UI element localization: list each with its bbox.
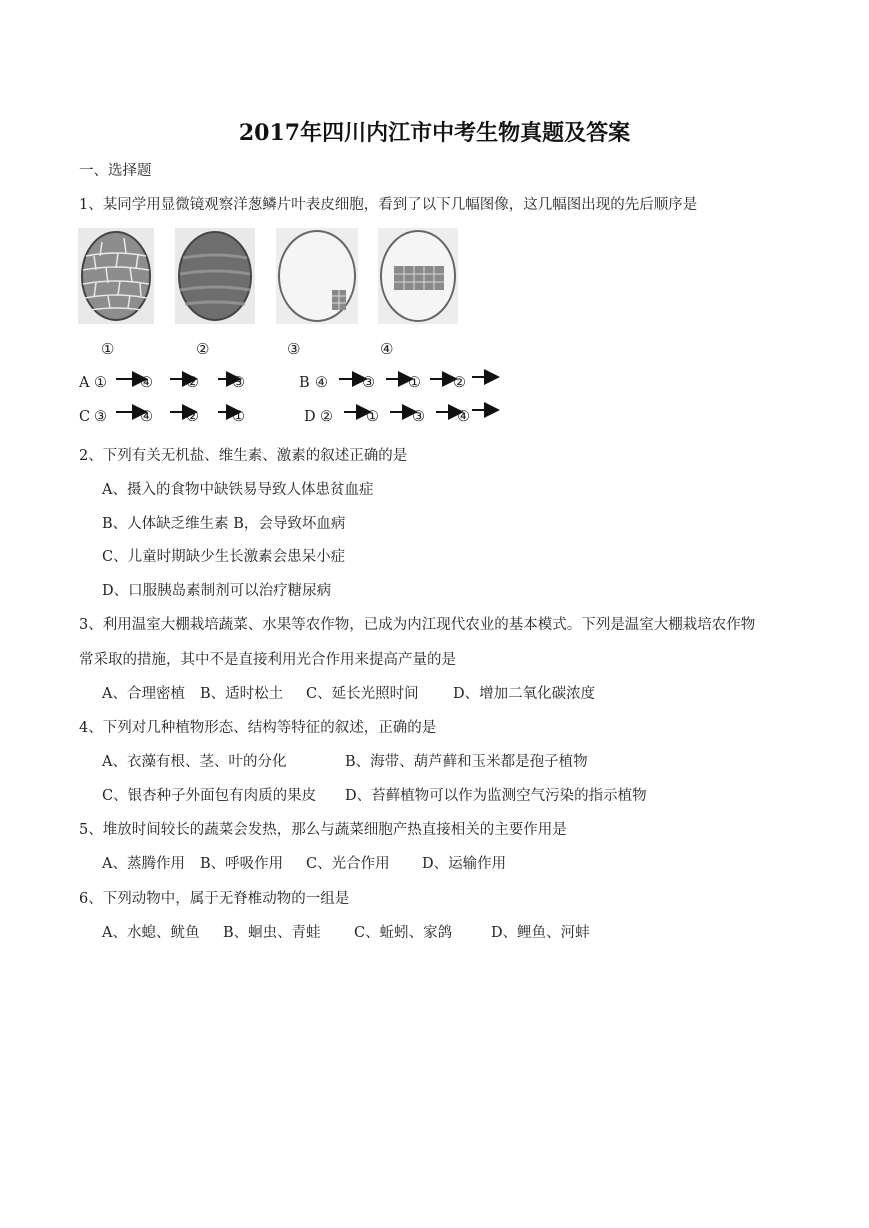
image-label-1: ①: [101, 340, 115, 358]
seq-item: ③: [94, 409, 107, 425]
seq-item: ④: [315, 375, 328, 391]
seq-item: ①: [408, 375, 421, 391]
seq-item: ②: [320, 409, 333, 425]
q2-option-d[interactable]: D、口服胰岛素制剂可以治疗糖尿病: [102, 583, 332, 599]
seq-item: ①: [366, 409, 379, 425]
q6-option-c[interactable]: C、蚯蚓、家鸽: [354, 925, 453, 941]
q2-stem: 2、下列有关无机盐、维生素、激素的叙述正确的是: [79, 448, 408, 464]
microscope-view-4: [378, 228, 458, 324]
q4-option-c[interactable]: C、银杏种子外面包有肉质的果皮: [102, 788, 317, 804]
q4-option-a[interactable]: A、衣藻有根、茎、叶的分化: [102, 754, 287, 770]
q3-stem-line2: 常采取的措施，其中不是直接利用光合作用来提高产量的是: [79, 652, 456, 668]
option-letter: C: [79, 409, 91, 425]
microscope-view-3: [276, 228, 358, 324]
seq-item: ①: [232, 409, 245, 425]
q3-option-c[interactable]: C、延长光照时间: [306, 686, 419, 702]
microscope-view-2: [175, 228, 255, 324]
q4-option-b[interactable]: B、海带、葫芦藓和玉米都是孢子植物: [345, 754, 588, 770]
q5-stem: 5、堆放时间较长的蔬菜会发热，那么与蔬菜细胞产热直接相关的主要作用是: [79, 822, 567, 838]
image-label-4: ④: [380, 340, 394, 358]
q5-option-c[interactable]: C、光合作用: [306, 856, 390, 872]
seq-item: ②: [186, 375, 199, 391]
seq-item: ①: [94, 375, 107, 391]
seq-item: ④: [457, 409, 470, 425]
seq-item: ②: [186, 409, 199, 425]
option-letter: B: [299, 375, 310, 391]
seq-item: ③: [412, 409, 425, 425]
q3-stem-line1: 3、利用温室大棚栽培蔬菜、水果等农作物，已成为内江现代农业的基本模式。下列是温室大棚栽培农作物: [79, 617, 756, 633]
q5-option-d[interactable]: D、运输作用: [422, 856, 507, 872]
option-letter: A: [79, 375, 90, 391]
seq-item: ④: [140, 375, 153, 391]
q6-option-d[interactable]: D、鲤鱼、河蚌: [491, 925, 590, 941]
q3-option-b[interactable]: B、适时松土: [200, 686, 284, 702]
section-heading: 一、选择题: [79, 163, 152, 179]
q5-option-a[interactable]: A、蒸腾作用: [102, 856, 185, 872]
image-label-3: ③: [287, 340, 301, 358]
option-letter: D: [304, 409, 316, 425]
seq-item: ③: [362, 375, 375, 391]
q6-stem: 6、下列动物中，属于无脊椎动物的一组是: [79, 891, 350, 907]
page-title: 2017年四川内江市中考生物真题及答案: [238, 120, 631, 146]
q3-option-a[interactable]: A、合理密植: [102, 686, 185, 702]
q6-option-a[interactable]: A、水螅、鱿鱼: [102, 925, 200, 941]
q2-option-c[interactable]: C、儿童时期缺少生长激素会患呆小症: [102, 549, 346, 565]
microscope-view-1: [78, 228, 154, 324]
q1-stem: 1、某同学用显微镜观察洋葱鳞片叶表皮细胞，看到了以下几幅图像，这几幅图出现的先后顺序是: [79, 197, 698, 213]
q5-option-b[interactable]: B、呼吸作用: [200, 856, 284, 872]
seq-item: ④: [140, 409, 153, 425]
sequence-arrows: [0, 0, 869, 440]
seq-item: ②: [453, 375, 466, 391]
q6-option-b[interactable]: B、蛔虫、青蛙: [223, 925, 321, 941]
q2-option-a[interactable]: A、摄入的食物中缺铁易导致人体患贫血症: [102, 482, 374, 498]
q4-stem: 4、下列对几种植物形态、结构等特征的叙述，正确的是: [79, 720, 437, 736]
q4-option-d[interactable]: D、苔藓植物可以作为监测空气污染的指示植物: [345, 788, 647, 804]
seq-item: ③: [232, 375, 245, 391]
q3-option-d[interactable]: D、增加二氧化碳浓度: [453, 686, 596, 702]
q2-option-b[interactable]: B、人体缺乏维生素 B，会导致坏血病: [102, 516, 346, 532]
image-label-2: ②: [196, 340, 210, 358]
